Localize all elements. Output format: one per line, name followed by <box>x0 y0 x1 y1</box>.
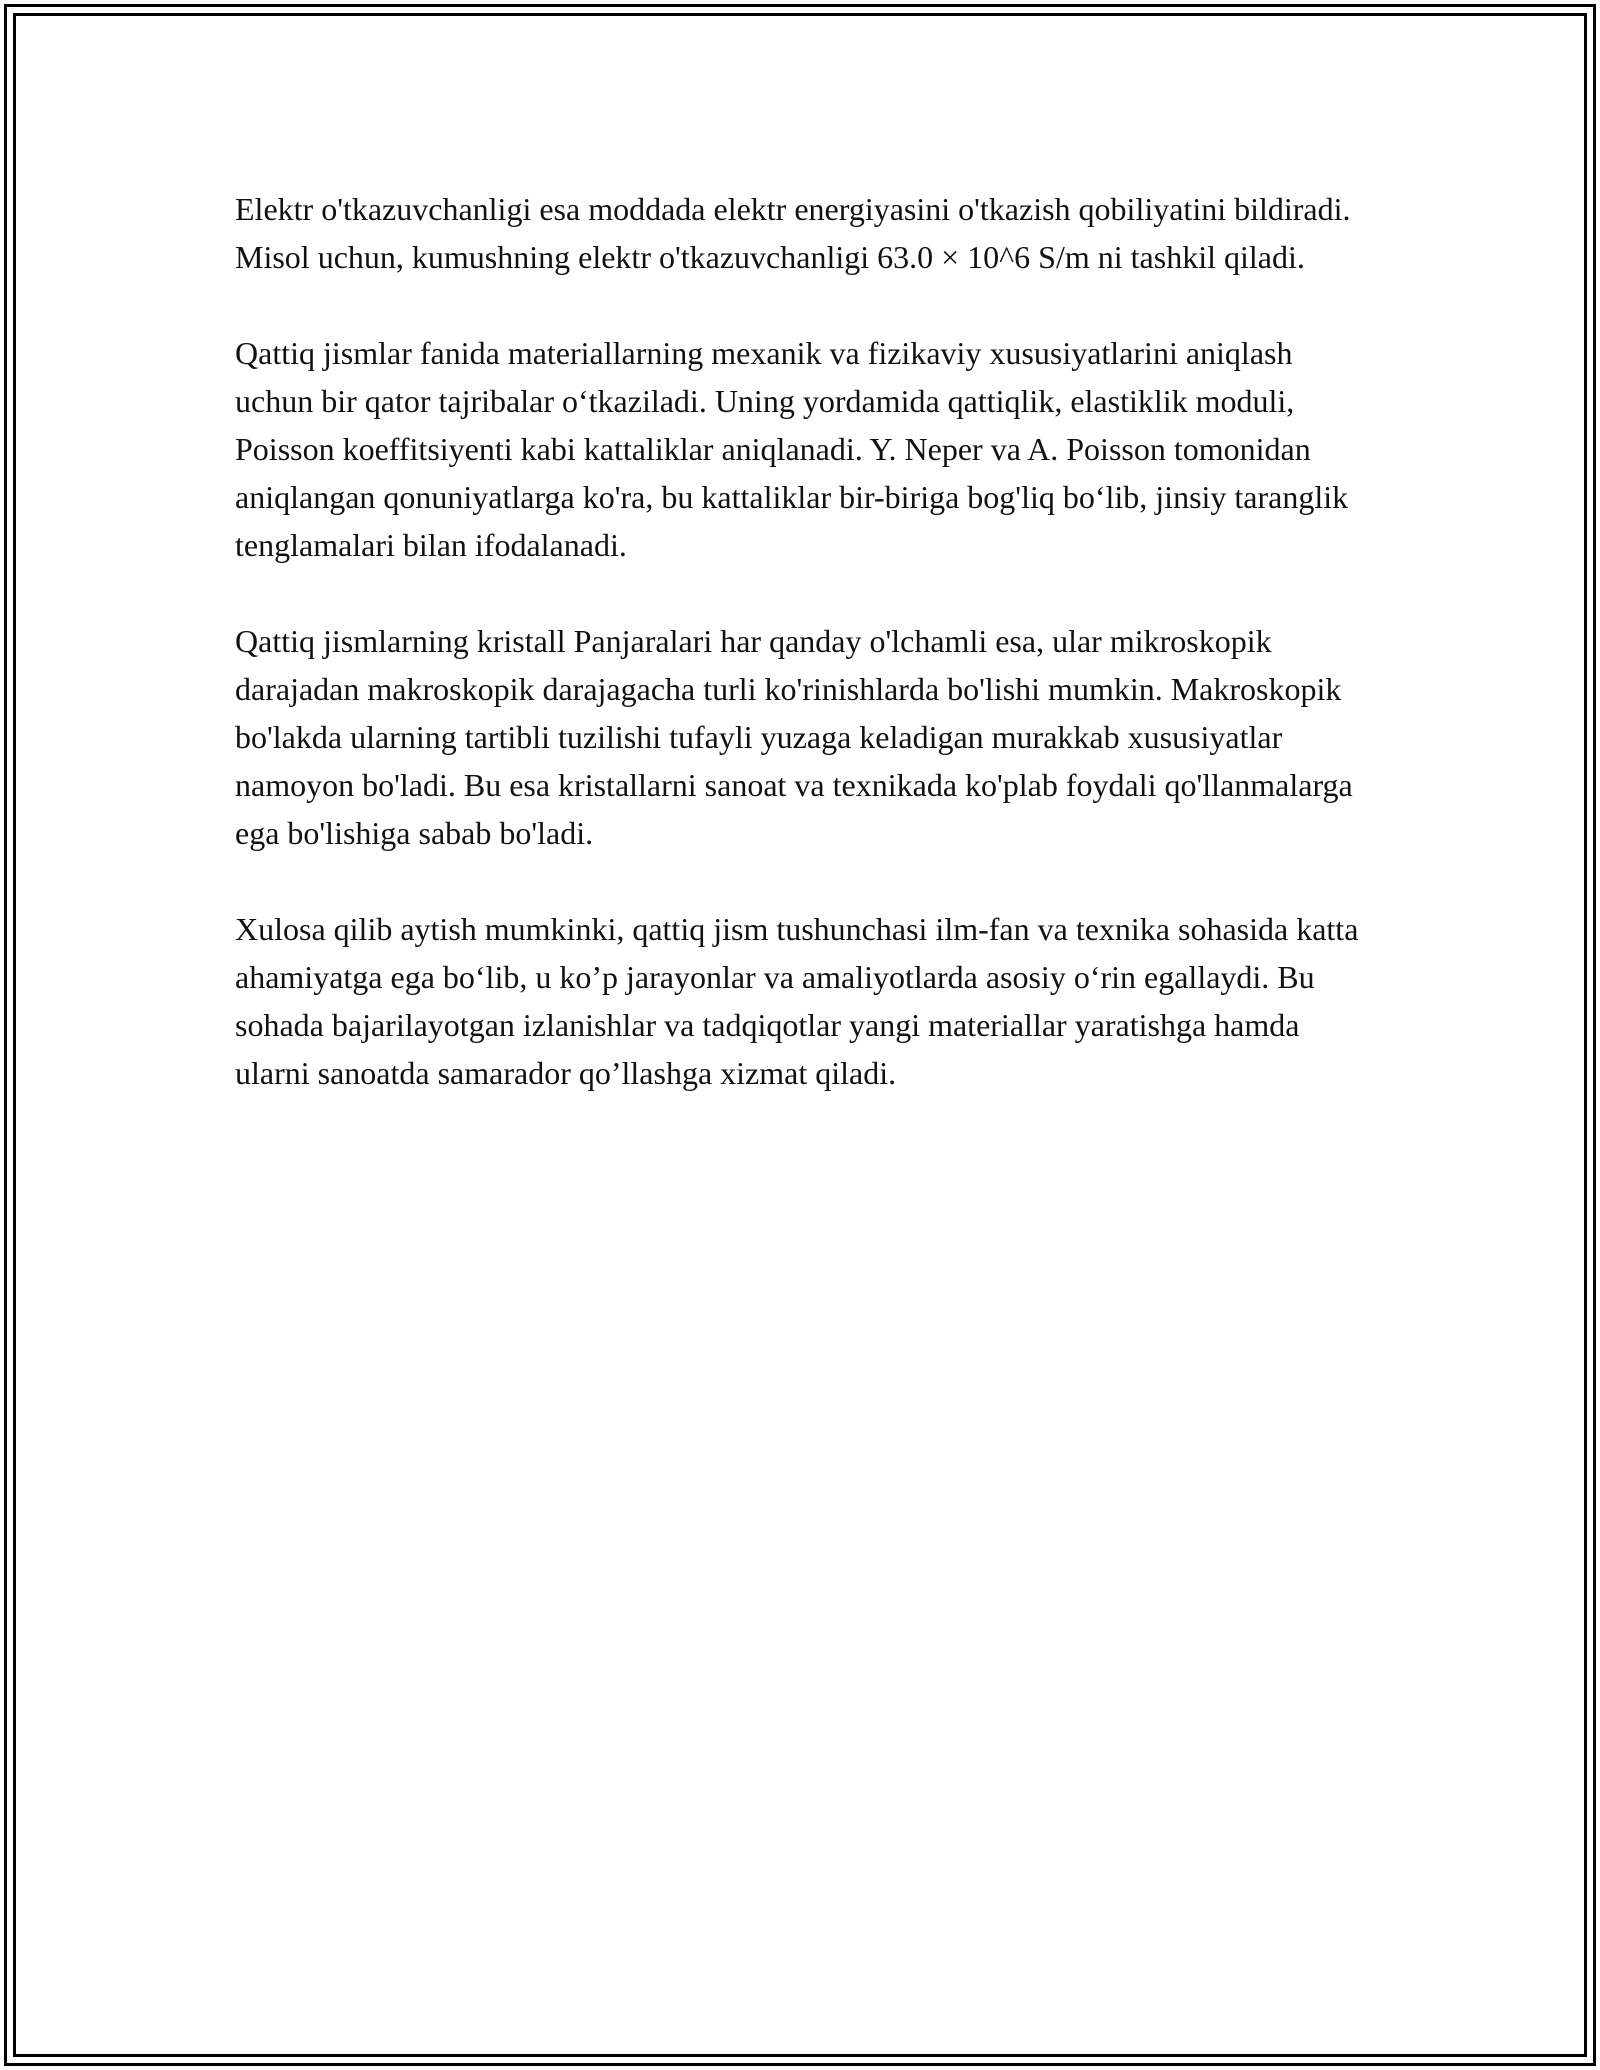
paragraph-conclusion: Xulosa qilib aytish mumkinki, qattiq jism tushunchasi ilm-fan va texnika sohasida katta ahamiyatga ega bo‘lib, u ko’p jarayonlar va amaliyotlarda asosiy o‘rin egallaydi. Bu sohada bajarilayotgan izlanishlar va tadqiqotlar yangi materiallar yaratishga hamda ularni sanoatda samarador qo’llashga xizmat qiladi. <box>235 911 1359 1091</box>
document-body <box>235 185 1365 1145</box>
paragraph-mechanical-properties: Qattiq jismlar fanida materiallarning mexanik va fizikaviy xususiyatlarini aniqlash uchun bir qator tajribalar o‘tkaziladi. Uning yordamida qattiqlik, elastiklik moduli, Poisson koeffitsiyenti kabi kattaliklar aniqlanadi. Y. Neper va A. Poisson tomonidan aniqlangan qonuniyatlarga ko'ra, bu kattaliklar bir-biriga bog'liq bo‘lib, jinsiy taranglik tenglamalari bilan ifodalanadi. <box>235 335 1349 563</box>
paragraph-electrical-conductivity: Elektr o'tkazuvchanligi esa moddada elektr energiyasini o'tkazish qobiliyatini bildiradi. Misol uchun, kumushning elektr o'tkazuvchanligi 63.0 × 10^6 S/m ni tashkil qiladi. <box>235 191 1351 275</box>
paragraph-crystal-lattices: Qattiq jismlarning kristall Panjaralari har qanday o'lchamli esa, ular mikroskopik darajadan makroskopik darajagacha turli ko'rinishlarda bo'lishi mumkin. Makroskopik bo'lakda ularning tartibli tuzilishi tufayli yuzaga keladigan murakkab xususiyatlar namoyon bo'ladi. Bu esa kristallarni sanoat va texnikada ko'plab foydali qo'llanmalarga ega bo'lishiga sabab bo'ladi. <box>235 623 1353 851</box>
